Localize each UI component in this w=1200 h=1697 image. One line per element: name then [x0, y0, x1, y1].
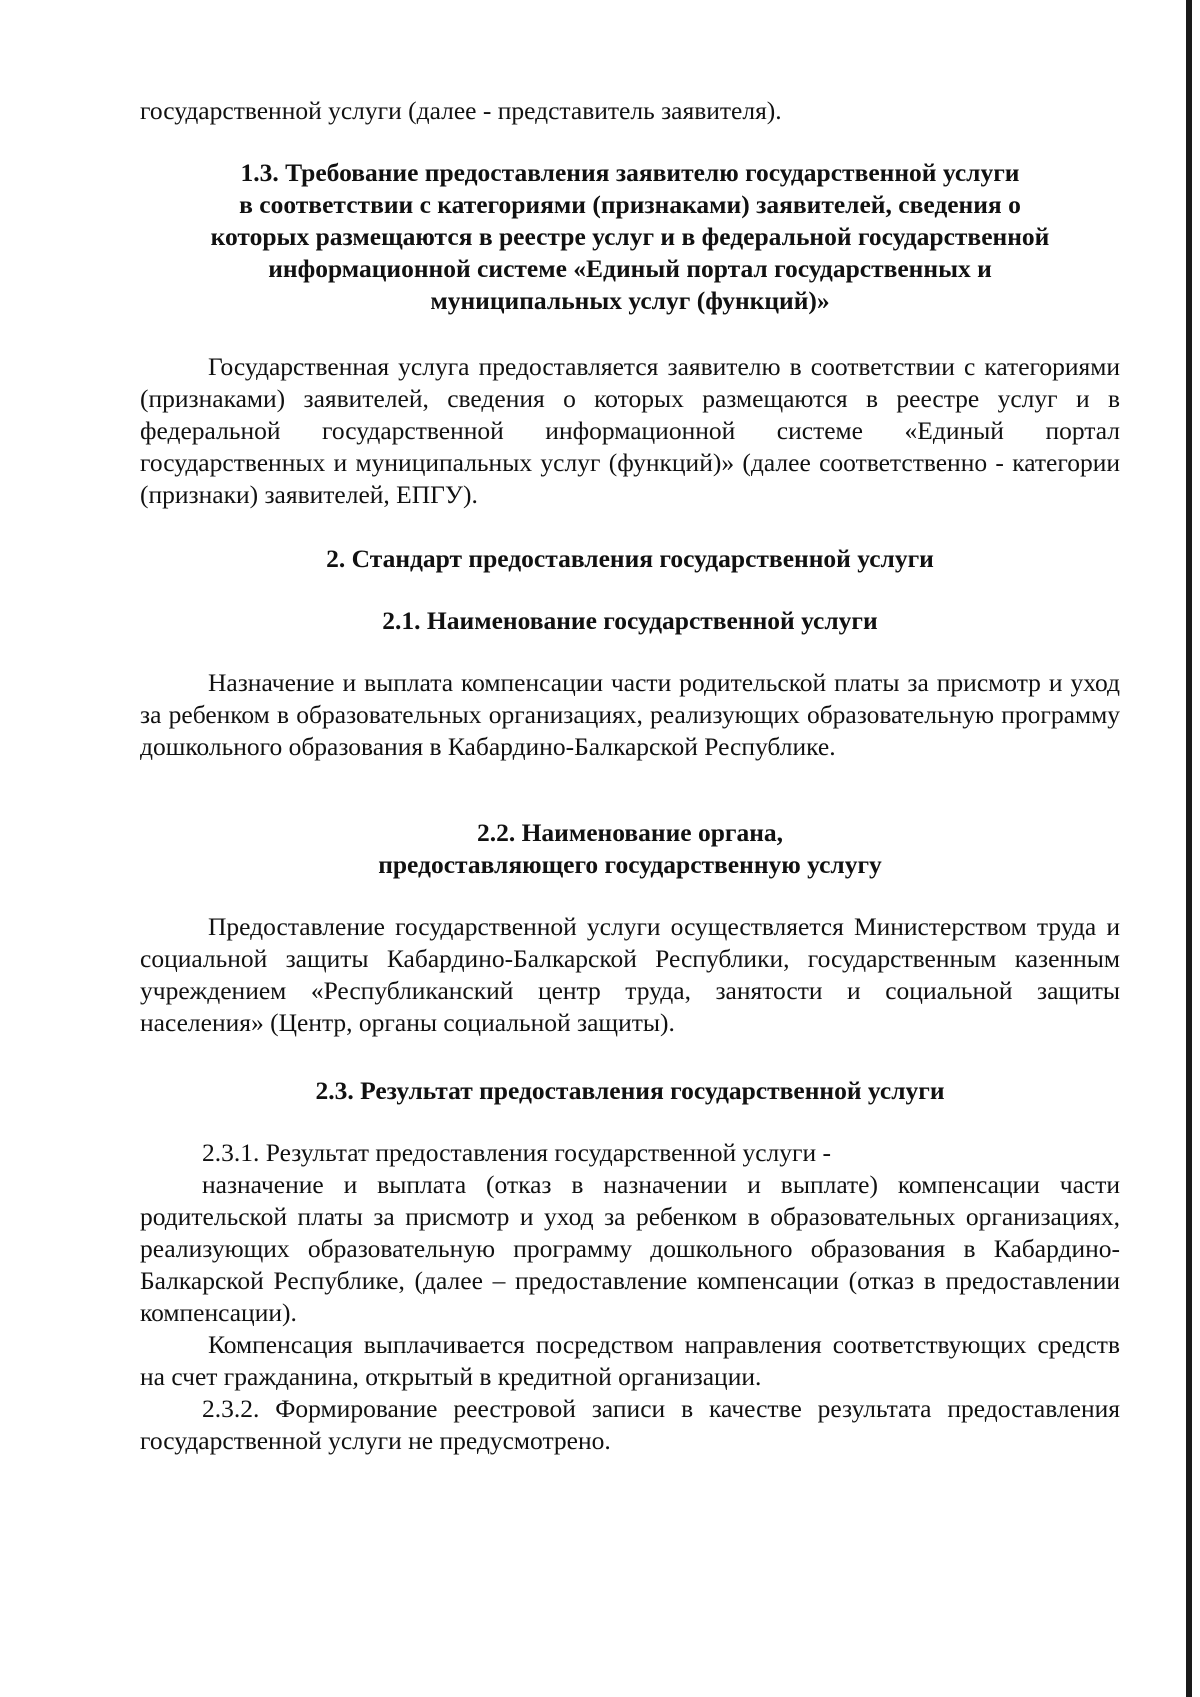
paragraph-2-3-1-result: назначение и выплата (отказ в назначении и выплате) компенсации части родительской платы за присмотр и уход за ребенком в образовательных организациях, реализующих образовательную программу дошкольного образования в Кабардино-Балкарской Республике, (далее – предоставление компенсации (отказ в предоставлении компенсации).: [140, 1170, 1120, 1327]
heading-1-3-line-3: которых размещаются в реестре услуг и в федеральной государственной: [210, 222, 1050, 251]
heading-2-2-line-1: 2.2. Наименование органа,: [476, 818, 784, 847]
heading-1-3-line-1: 1.3. Требование предоставления заявителю государственной услуги: [240, 158, 1020, 187]
paragraph-2-2: Предоставление государственной услуги осуществляется Министерством труда и социальной защиты Кабардино-Балкарской Республики, государственным казенным учреждением «Республиканский центр труда, занятости и социальной защиты населения» (Центр, органы социальной защиты).: [140, 912, 1120, 1037]
intro-paragraph: государственной услуги (далее - представитель заявителя).: [140, 96, 782, 125]
heading-1-3-line-4: информационной системе «Единый портал государственных и: [268, 254, 992, 283]
paragraph-compensation: Компенсация выплачивается посредством направления соответствующих средств на счет гражданина, открытый в кредитной организации.: [140, 1330, 1120, 1391]
heading-2: 2. Стандарт предоставления государственной услуги: [326, 544, 934, 573]
heading-1-3: [140, 157, 1120, 317]
document-page: [140, 95, 1120, 1457]
paragraph-2-3-1: 2.3.1. Результат предоставления государственной услуги -: [202, 1138, 832, 1167]
heading-1-3-line-2: в соответствии с категориями (признаками) заявителей, сведения о: [239, 190, 1021, 219]
heading-2-2-line-2: предоставляющего государственную услугу: [378, 850, 882, 879]
paragraph-2-3-2: 2.3.2. Формирование реестровой записи в качестве результата предоставления государственной услуги не предусмотрено.: [140, 1394, 1120, 1455]
scan-border: [1186, 0, 1192, 1697]
heading-1-3-line-5: муниципальных услуг (функций)»: [430, 286, 830, 315]
heading-2-2: [140, 817, 1120, 881]
heading-2-3: 2.3. Результат предоставления государственной услуги: [315, 1076, 945, 1105]
paragraph-2-1: Назначение и выплата компенсации части родительской платы за присмотр и уход за ребенком в образовательных организациях, реализующих образовательную программу дошкольного образования в Кабардино-Балкарской Республике.: [140, 668, 1120, 761]
paragraph-1-3: Государственная услуга предоставляется заявителю в соответствии с категориями (признаками) заявителей, сведения о которых размещаются в реестре услуг и в федеральной государственной информационной системе «Единый портал государственных и муниципальных услуг (функций)» (далее соответственно - категории (признаки) заявителей, ЕПГУ).: [140, 352, 1120, 509]
heading-2-1: 2.1. Наименование государственной услуги: [382, 606, 878, 635]
